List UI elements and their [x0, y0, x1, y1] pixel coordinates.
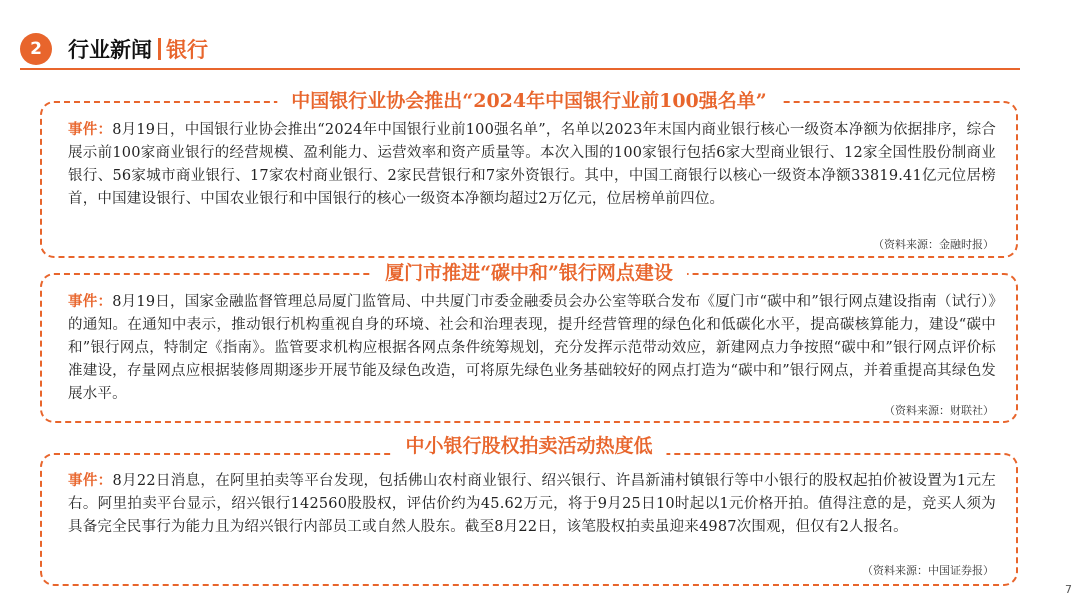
news-body-2: [68, 290, 996, 406]
news-title-1: 中国银行业协会推出“2024年中国银行业前100强名单”: [277, 89, 780, 113]
header-divider: [20, 68, 1020, 70]
news-card-2: [40, 262, 1018, 423]
page-number: 7: [1065, 583, 1072, 596]
news-text-1: 8月19日，中国银行业协会推出“2024年中国银行业前100强名单”，名单以2023年末国内商业银行核心一级资本净额为依据排序，综合展示前100家商业银行的经营规模、盈利能力、运营效率和资产质量等。本次入围的100家银行包括6家大型商业银行、12家全国性股份制商业银行、56家城市商业银行、17家农村商业银行、2家民营银行和7家外资银行。其中，中国工商银行以核心一级资本净额33819.41亿元位居榜首，中国建设银行、中国农业银行和中国银行的核心一级资本净额均超过2万亿元，位居榜单前四位。: [68, 122, 996, 207]
news-title-3: 中小银行股权拍卖活动热度低: [391, 434, 666, 458]
news-text-2: 8月19日，国家金融监督管理总局厦门监管局、中共厦门市委金融委员会办公室等联合发布《厦门市“碳中和”银行网点建设指南（试行）》的通知。在通知中表示，推动银行机构重视自身的环境、社会和治理表现，提升经营管理的绿色化和低碳化水平，提高碳核算能力，建设“碳中和”银行网点，特制定《指南》。监管要求机构应根据各网点条件统筹规划，充分发挥示范带动效应，新建网点力争按照“碳中和”银行网点评价标准建设，存量网点应根据装修周期逐步开展节能及绿色改造，可将原先绿色业务基础较好的网点打造为“碳中和”银行网点，并着重提高其绿色发展水平。: [68, 294, 996, 402]
section-title: [68, 33, 208, 65]
news-source-1: （资料来源：金融时报）: [873, 238, 994, 251]
section-title-text: 行业新闻: [68, 38, 152, 62]
news-source-3: （资料来源：中国证券报）: [862, 564, 994, 577]
news-source-2: （资料来源：财联社）: [884, 404, 994, 417]
news-body-1: [68, 118, 996, 211]
news-text-3: 8月22日消息，在阿里拍卖等平台发现，包括佛山农村商业银行、绍兴银行、许昌新浦村镇银行等中小银行的股权起拍价被设置为1元左右。阿里拍卖平台显示，绍兴银行142560股股权，评估价约为45.62万元，将于9月25日10时起以1元价格开拍。值得注意的是，竞买人须为具备完全民事行为能力且为绍兴银行内部员工或自然人股东。截至8月22日，该笔股权拍卖虽迎来4987次围观，但仅有2人报名。: [68, 473, 996, 535]
news-title-2: 厦门市推进“碳中和”银行网点建设: [371, 261, 687, 285]
title-separator: [158, 38, 161, 60]
event-label-3: 事件：: [68, 472, 113, 489]
event-label-1: 事件：: [68, 121, 113, 138]
event-label-2: 事件：: [68, 293, 113, 310]
news-card-1: [40, 90, 1018, 258]
section-subtitle: 银行: [166, 38, 208, 62]
news-card-3: [40, 435, 1018, 586]
section-number-badge: 2: [20, 33, 52, 65]
news-body-3: [68, 469, 996, 539]
slide-header: [0, 0, 1080, 72]
